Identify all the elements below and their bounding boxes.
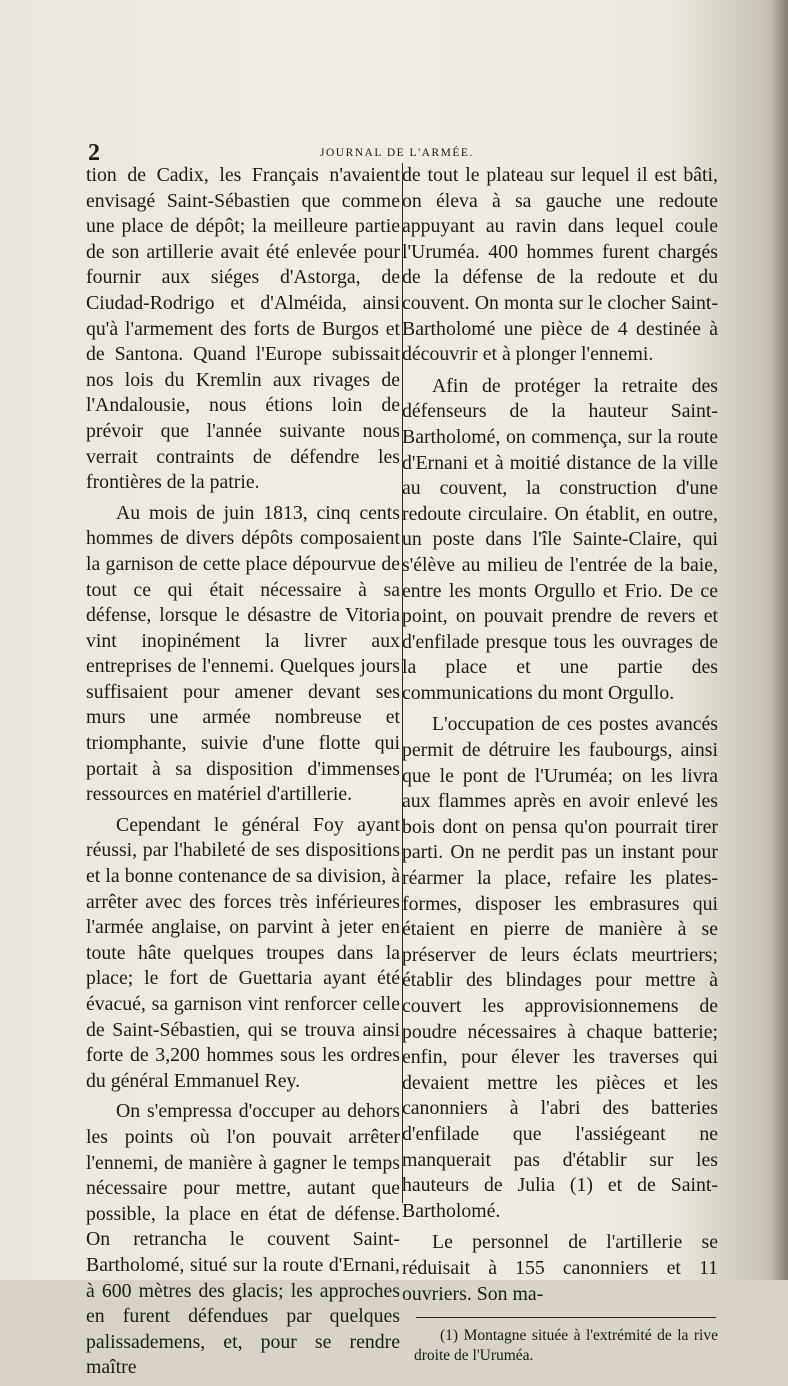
footnote: (1) Montagne située à l'extrémité de la rive droite de l'Uruméa. <box>414 1327 718 1365</box>
page-number: 2 <box>88 140 100 166</box>
footnote-divider <box>416 1317 716 1318</box>
journal-title: JOURNAL DE L'ARMÉE. <box>320 147 474 159</box>
right-column <box>402 163 718 1366</box>
paragraph: Afin de protéger la retraite des défenseurs de la hauteur Saint-Bartholomé, on commença, sur la route d'Ernani et à moitié distance de la ville au couvent, la construction d'une redoute circulaire. On établit, en outre, un poste dans l'île Sainte-Claire, qui s'élève au milieu de l'entrée de la baie, entre les monts Orgullo et Frio. De ce point, on pouvait prendre de revers et d'enfilade presque tous les ouvrages de la place et une partie des communications du mont Orgullo. <box>402 374 718 704</box>
paragraph: de tout le plateau sur lequel il est bâti, on éleva à sa gauche une redoute appuyant au ravin dans lequel coule l'Uruméa. 400 hommes furent chargés de la défense de la redoute et du couvent. On monta sur le clocher Saint-Bartholomé une pièce de 4 destinée à découvrir et à plonger l'ennemi. <box>402 164 718 366</box>
paragraph: On s'empressa d'occuper au dehors les points où l'on pouvait arrêter l'ennemi, de manière à gagner le temps nécessaire pour mettre, autant que possible, la place en état de défense. On retrancha le couvent Saint-Bartholomé, situé sur la route d'Ernani, à 600 mètres des glacis; les approches en furent défendues par quelques palissademens, et, pour se rendre maître <box>86 1100 400 1379</box>
paragraph: tion de Cadix, les Français n'avaient envisagé Saint-Sébastien que comme une place de dépôt; la meilleure partie de son artillerie avait été enlevée pour fournir aux siéges d'Astorga, de Ciudad-Rodrigo et d'Alméida, ainsi qu'à l'armement des forts de Burgos et de Santona. Quand l'Europe subissait nos lois du Kremlin aux rivages de l'Andalousie, nous étions loin de prévoir que l'année suivante nous verrait contraints de défendre les frontières de la patrie. <box>86 164 400 494</box>
paragraph: Cependant le général Foy ayant réussi, par l'habileté de ses dispositions et la bonne contenance de sa division, à arrêter avec des forces très inférieures l'armée anglaise, on parvint à jeter en toute hâte quelques troupes dans la place; le fort de Guettaria ayant été évacué, sa garnison vint renforcer celle de Saint-Sébastien, qui se trouva ainsi forte de 3,200 hommes sous les ordres du général Emmanuel Rey. <box>86 813 400 1092</box>
paragraph: Au mois de juin 1813, cinq cents hommes de divers dépôts composaient la garnison de cette place dépourvue de tout ce qui était nécessaire à sa défense, lorsque le désastre de Vitoria vint inopinément la livrer aux entreprises de l'ennemi. Quelques jours suffisaient pour amener devant ses murs une armée nombreuse et triomphante, suivie d'une flotte qui portait à sa disposition d'immenses ressources en matériel d'artillerie. <box>86 501 400 806</box>
paragraph: L'occupation de ces postes avancés permit de détruire les faubourgs, ainsi que le pont de l'Uruméa; on les livra aux flammes après en avoir enlevé les bois dont on pensa qu'on pourrait tirer parti. On ne perdit pas un instant pour réarmer la place, refaire les plates-formes, disposer les embrasures qui étaient en pierre de manière à se préserver de leurs éclats meurtriers; établir des blindages pour mettre à couvert les approvisionnemens de poudre nécessaires à chaque batterie; enfin, pour élever les traverses qui devaient mettre les pièces et les canonniers à l'abri des batteries d'enfilade que l'assiégeant ne manquerait pas d'établir sur les hauteurs de Julia (1) et de Saint-Bartholomé. <box>402 713 718 1222</box>
paragraph: Le personnel de l'artillerie se réduisait à 155 canonniers et 11 ouvriers. Son ma- <box>402 1231 718 1305</box>
left-column <box>86 163 400 1386</box>
